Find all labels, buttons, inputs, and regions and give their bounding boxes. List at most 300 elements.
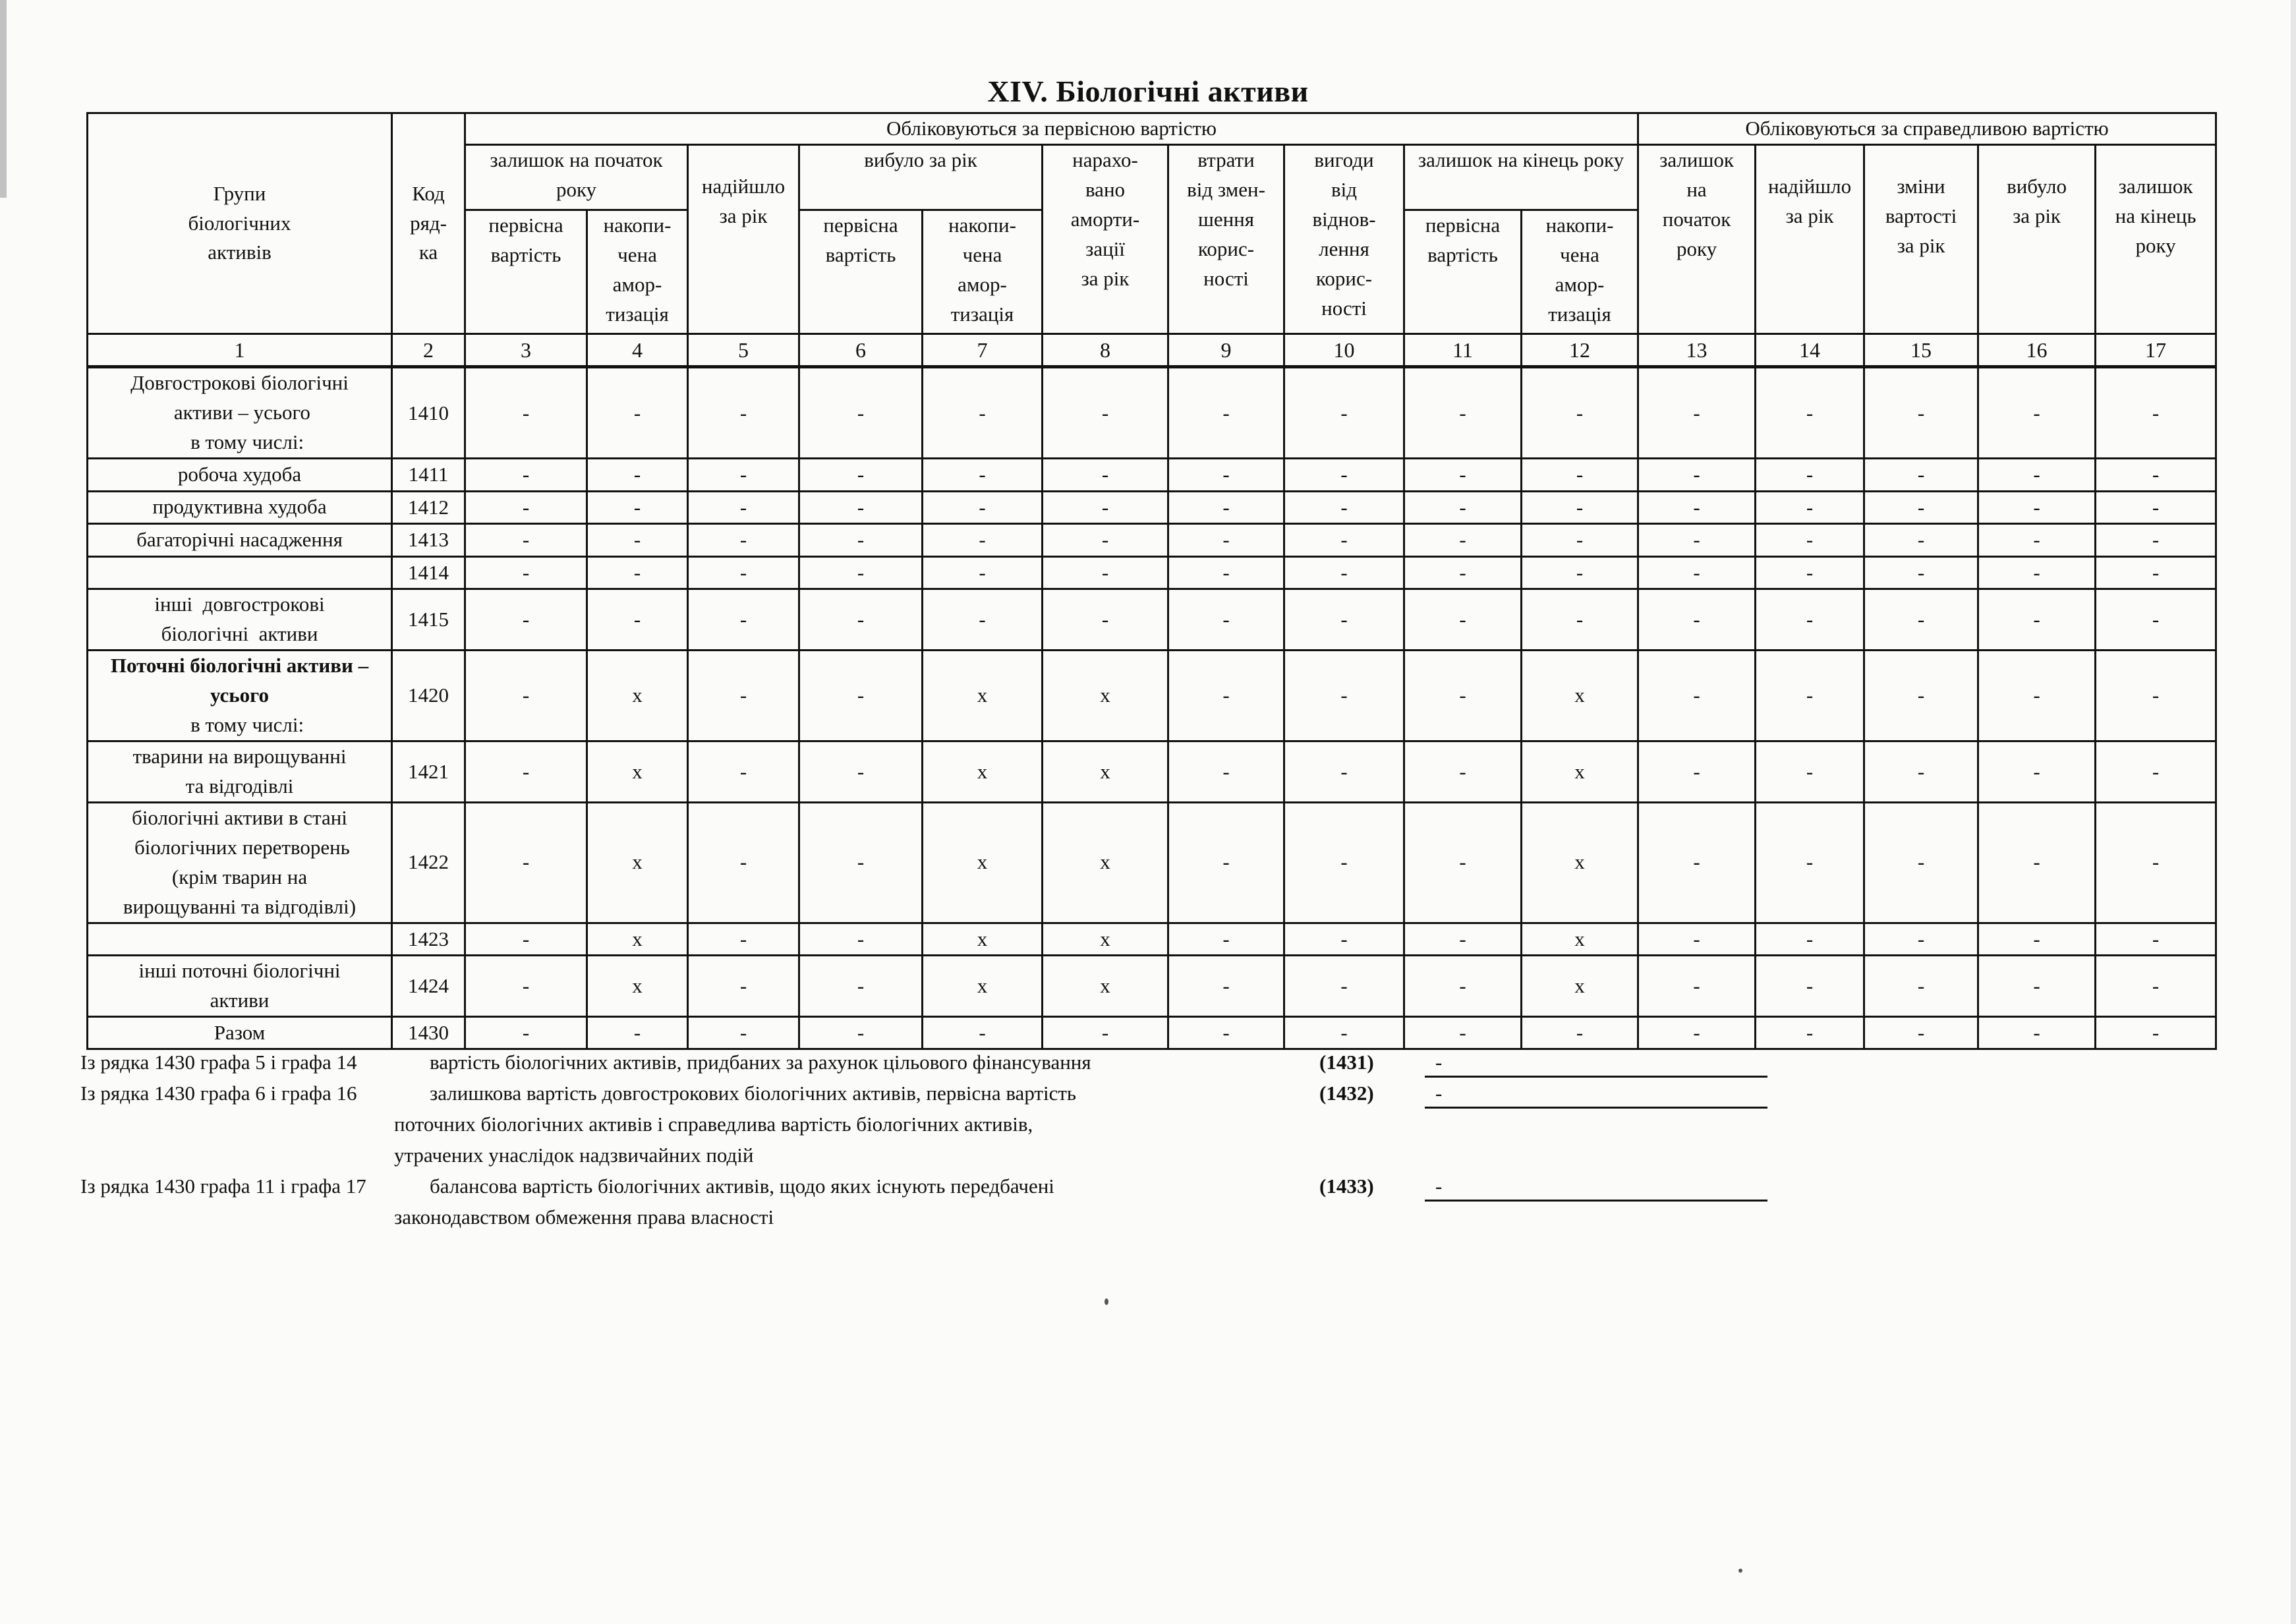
row-value-cell: - (1404, 956, 1522, 1017)
row-value-cell: - (1978, 524, 2096, 557)
header-groups (88, 113, 392, 334)
row-value-cell: - (1043, 459, 1168, 492)
row-value-cell: x (1043, 651, 1168, 741)
column-number: 1 (88, 334, 392, 367)
row-value-cell: x (587, 923, 688, 956)
row-value-cell: - (1978, 956, 2096, 1017)
header-end-accum-dep (1522, 210, 1638, 334)
row-value-cell: - (1864, 651, 1978, 741)
row-label (88, 741, 392, 802)
row-value-cell: - (1638, 589, 1756, 651)
header-recovery (1284, 145, 1404, 334)
row-value-cell: x (1043, 956, 1168, 1017)
row-value-cell: - (1168, 802, 1284, 923)
row-value-cell: - (1978, 651, 2096, 741)
row-value-cell: x (587, 651, 688, 741)
header-line: корис- (1197, 237, 1255, 260)
header-disposed-accum-dep (923, 210, 1043, 334)
row-value-cell: x (1043, 802, 1168, 923)
row-label-line: вирощуванні та відгодівлі) (123, 894, 357, 918)
column-number: 10 (1284, 334, 1404, 367)
row-value-cell: - (923, 1016, 1043, 1049)
row-value-cell: - (2096, 556, 2216, 589)
row-value-cell: - (587, 491, 688, 524)
row-value-cell: - (1284, 459, 1404, 492)
header-section-initial-cost: Обліковуються за первісною вартістю (465, 113, 1638, 145)
row-value-cell: - (688, 491, 799, 524)
row-value-cell: - (1522, 491, 1638, 524)
row-value-cell: - (1864, 956, 1978, 1017)
row-value-cell: - (688, 367, 799, 459)
row-value-cell: x (1522, 956, 1638, 1017)
header-disposed-initial-cost (799, 210, 923, 334)
header-line: ряд- (410, 211, 447, 235)
row-value-cell: - (1978, 367, 2096, 459)
column-number-row (88, 334, 2216, 367)
footnotes (80, 1047, 1767, 1232)
row-value-cell: - (1756, 802, 1864, 923)
row-value-cell: - (1864, 491, 1978, 524)
row-label-line: інші поточні біологічні (138, 959, 341, 983)
column-number: 4 (587, 334, 688, 367)
footnote-text (394, 1171, 1313, 1232)
row-value-cell: - (1756, 491, 1864, 524)
row-value-cell: - (587, 459, 688, 492)
row-value-cell: - (1978, 556, 2096, 589)
row-label (88, 524, 392, 557)
header-line: лення (1319, 237, 1369, 260)
row-value-cell: - (1284, 1016, 1404, 1049)
row-value-cell: - (1168, 556, 1284, 589)
row-value-cell: - (1284, 367, 1404, 459)
row-value-cell: - (1978, 589, 2096, 651)
header-line: року (1676, 237, 1717, 260)
header-line: чена (1560, 243, 1599, 266)
row-value-cell: - (1168, 956, 1284, 1017)
header-line: вибуло (2007, 175, 2067, 198)
row-value-cell: - (1522, 524, 1638, 557)
row-value-cell: - (923, 491, 1043, 524)
row-value-cell: - (799, 741, 923, 802)
header-end-balance: залишок на кінець року (1404, 145, 1638, 210)
header-line: первісна (488, 214, 563, 237)
row-value-cell: - (1864, 524, 1978, 557)
header-line: накопи- (1545, 214, 1614, 237)
row-value-cell: x (1043, 923, 1168, 956)
table-row (88, 556, 2216, 589)
header-line: чена (962, 243, 1002, 266)
row-value-cell: - (1168, 1016, 1284, 1049)
header-received: надійшло за рік (688, 145, 799, 334)
row-value-cell: - (587, 1016, 688, 1049)
header-line: амор- (612, 272, 662, 296)
table-row (88, 459, 2216, 492)
row-value-cell: - (1756, 367, 1864, 459)
table-row (88, 651, 2216, 741)
row-label-line: активи – усього (169, 401, 310, 424)
column-number: 9 (1168, 334, 1284, 367)
row-value-cell: - (587, 524, 688, 557)
footnote-text-line: поточних біологічних активів і справедлива вартість біологічних активів, (394, 1113, 1033, 1136)
row-value-cell: - (1978, 741, 2096, 802)
row-label (88, 491, 392, 524)
header-line: на кінець (2115, 204, 2196, 227)
row-label-line: продуктивна худоба (152, 495, 327, 519)
row-value-cell: - (2096, 524, 2216, 557)
row-value-cell: - (1638, 491, 1756, 524)
row-value-cell: x (587, 956, 688, 1017)
row-value-cell: - (1638, 802, 1756, 923)
header-line: залишок (2118, 175, 2193, 198)
row-value-cell: - (1864, 367, 1978, 459)
row-value-cell: - (1756, 741, 1864, 802)
footnote-underline (1425, 1107, 1767, 1109)
row-value-cell: x (1522, 923, 1638, 956)
row-code: 1421 (392, 741, 465, 802)
column-number: 2 (392, 334, 465, 367)
footnote-text-line: вартість біологічних активів, придбаних за рахунок цільового фінансування (430, 1051, 1091, 1074)
row-value-cell: - (1284, 802, 1404, 923)
row-value-cell: - (923, 589, 1043, 651)
row-value-cell: - (1756, 556, 1864, 589)
table-row (88, 1016, 2216, 1049)
header-begin-initial-cost (465, 210, 587, 334)
row-value-cell: - (1404, 589, 1522, 651)
row-value-cell: - (923, 524, 1043, 557)
row-label-line: Поточні біологічні активи – (110, 654, 369, 678)
header-line: за рік (1081, 266, 1130, 290)
header-line: тизація (950, 302, 1014, 326)
header-line: залишок (1659, 148, 1734, 171)
row-value-cell: x (1522, 802, 1638, 923)
row-code: 1424 (392, 956, 465, 1017)
row-value-cell: - (1284, 589, 1404, 651)
table-row (88, 741, 2216, 802)
footnote-value-box (1425, 1078, 1767, 1109)
row-value-cell: - (1284, 923, 1404, 956)
row-value-cell: - (1284, 556, 1404, 589)
row-value-cell: - (465, 491, 587, 524)
column-number: 13 (1638, 334, 1756, 367)
row-value-cell: - (1168, 367, 1284, 459)
header-line: шення (1197, 207, 1255, 231)
row-value-cell: - (1978, 802, 2096, 923)
row-value-cell: - (688, 1016, 799, 1049)
column-number: 5 (688, 334, 799, 367)
row-value-cell: x (923, 651, 1043, 741)
row-label-line: біологічні активи (161, 622, 318, 646)
table-row (88, 802, 2216, 923)
row-label-line: в тому числі: (175, 430, 304, 454)
row-label-line: активи (210, 988, 270, 1012)
row-value-cell: - (1404, 1016, 1522, 1049)
row-value-cell: - (1522, 367, 1638, 459)
table-row (88, 956, 2216, 1017)
row-value-cell: - (1638, 741, 1756, 802)
row-value-cell: - (1284, 491, 1404, 524)
column-number: 14 (1756, 334, 1864, 367)
row-label-line: багаторічні насадження (136, 527, 343, 551)
row-label-line: усього (210, 683, 269, 707)
row-value-cell: - (799, 923, 923, 956)
column-number: 17 (2096, 334, 2216, 367)
row-value-cell: - (799, 459, 923, 492)
row-label-line: Разом (214, 1020, 266, 1044)
row-value-cell: - (465, 524, 587, 557)
row-value-cell: - (923, 367, 1043, 459)
row-value-cell: - (1404, 367, 1522, 459)
header-line: чена (617, 243, 657, 266)
row-value-cell: - (1978, 459, 2096, 492)
header-disposed: вибуло за рік (799, 145, 1043, 210)
row-value-cell: - (2096, 956, 2216, 1017)
row-value-cell: - (799, 491, 923, 524)
header-line: року (2135, 233, 2176, 257)
row-value-cell: - (1864, 589, 1978, 651)
column-number: 11 (1404, 334, 1522, 367)
header-line: Код (412, 181, 445, 205)
row-value-cell: - (2096, 802, 2216, 923)
header-line: вартості (1885, 204, 1957, 227)
header-line: зації (1085, 237, 1125, 260)
row-value-cell: - (1638, 923, 1756, 956)
footnote-value-box (1425, 1171, 1767, 1202)
footnote-value: - (1435, 1082, 1443, 1105)
row-label-line: тварини на вирощуванні (132, 744, 347, 768)
row-value-cell: - (465, 556, 587, 589)
row-value-cell: - (2096, 651, 2216, 741)
row-value-cell: - (1168, 923, 1284, 956)
column-number: 7 (923, 334, 1043, 367)
row-value-cell: - (465, 367, 587, 459)
column-number: 3 (465, 334, 587, 367)
row-value-cell: - (1756, 1016, 1864, 1049)
row-value-cell: - (587, 556, 688, 589)
row-value-cell: - (799, 802, 923, 923)
row-value-cell: - (1043, 367, 1168, 459)
row-value-cell: - (1043, 1016, 1168, 1049)
footnote-underline (1425, 1200, 1767, 1202)
row-value-cell: - (1864, 741, 1978, 802)
header-line: ності (1203, 266, 1249, 290)
row-value-cell: - (799, 1016, 923, 1049)
row-value-cell: - (465, 589, 587, 651)
header-code (392, 113, 465, 334)
row-value-cell: - (1404, 556, 1522, 589)
page-title: XIV. Біологічні активи (987, 74, 1309, 108)
row-code: 1415 (392, 589, 465, 651)
row-label-line: робоча худоба (177, 462, 302, 486)
row-value-cell: - (1168, 459, 1284, 492)
table-row (88, 367, 2216, 459)
row-value-cell: - (465, 923, 587, 956)
row-code: 1412 (392, 491, 465, 524)
header-begin-balance: залишок на початок року (465, 145, 688, 210)
row-value-cell: - (1978, 1016, 2096, 1049)
footnote-code: (1431) (1319, 1051, 1374, 1074)
header-begin-accum-dep (587, 210, 688, 334)
row-value-cell: - (1043, 589, 1168, 651)
row-label (88, 651, 392, 741)
row-label (88, 802, 392, 923)
row-value-cell: - (688, 556, 799, 589)
row-label-line: (крім тварин на (171, 865, 308, 888)
row-label-line: та відгодівлі (185, 774, 294, 798)
header-line: вартість (1427, 243, 1498, 266)
row-value-cell: - (688, 741, 799, 802)
header-fair-changes (1864, 145, 1978, 334)
row-value-cell: - (1168, 589, 1284, 651)
row-value-cell: - (1756, 459, 1864, 492)
row-value-cell: x (923, 956, 1043, 1017)
row-value-cell: - (688, 802, 799, 923)
row-value-cell: x (923, 741, 1043, 802)
row-label-line: Довгострокові біологічні (130, 371, 349, 395)
row-value-cell: x (923, 802, 1043, 923)
row-code: 1413 (392, 524, 465, 557)
row-value-cell: - (2096, 923, 2216, 956)
footnote-text-line: залишкова вартість довгострокових біологічних активів, первісна вартість (430, 1082, 1077, 1105)
header-line: амор- (1555, 272, 1605, 296)
row-value-cell: - (1978, 923, 2096, 956)
row-value-cell: - (923, 556, 1043, 589)
header-line: вигоди (1314, 148, 1374, 171)
row-value-cell: - (1043, 556, 1168, 589)
header-line: нарахо- (1072, 148, 1138, 171)
scan-speck (1105, 1298, 1108, 1305)
row-label-line: біологічних перетворень (129, 835, 350, 859)
header-line: надійшло (1767, 175, 1852, 198)
row-value-cell: - (1404, 651, 1522, 741)
header-line: первісна (1425, 214, 1501, 237)
row-value-cell: - (1168, 491, 1284, 524)
footnote-text (430, 1047, 1313, 1078)
row-value-cell: - (1404, 802, 1522, 923)
row-value-cell: x (923, 923, 1043, 956)
header-line: від змен- (1187, 177, 1265, 201)
header-line: активів (208, 241, 272, 264)
row-label-line: біологічні активи в стані (132, 805, 347, 829)
row-code: 1423 (392, 923, 465, 956)
row-value-cell: - (688, 651, 799, 741)
row-value-cell: - (2096, 491, 2216, 524)
row-value-cell: - (2096, 1016, 2216, 1049)
row-value-cell: - (1638, 1016, 1756, 1049)
row-value-cell: - (2096, 459, 2216, 492)
row-value-cell: - (1522, 459, 1638, 492)
row-value-cell: - (1864, 802, 1978, 923)
row-value-cell: - (2096, 741, 2216, 802)
header-depreciation (1043, 145, 1168, 334)
row-value-cell: - (1756, 524, 1864, 557)
row-value-cell: - (688, 923, 799, 956)
row-value-cell: - (923, 459, 1043, 492)
header-line: амор- (958, 272, 1007, 296)
row-value-cell: - (1756, 651, 1864, 741)
row-label (88, 459, 392, 492)
row-value-cell: - (465, 651, 587, 741)
row-value-cell: - (1522, 589, 1638, 651)
header-line: за рік (1897, 233, 1945, 257)
header-line: ності (1321, 296, 1367, 320)
footnote-value: - (1435, 1051, 1443, 1074)
header-line: біологічних (188, 211, 291, 235)
header-line: за рік (1785, 204, 1834, 227)
footnote-code: (1432) (1319, 1082, 1374, 1105)
row-value-cell: - (1638, 651, 1756, 741)
table-row (88, 524, 2216, 557)
row-value-cell: x (1522, 741, 1638, 802)
row-value-cell: x (1043, 741, 1168, 802)
row-code: 1422 (392, 802, 465, 923)
header-fair-end (2096, 145, 2216, 334)
row-label (88, 956, 392, 1017)
row-value-cell: - (465, 741, 587, 802)
header-line: від (1331, 177, 1358, 201)
header-line: віднов- (1312, 207, 1376, 231)
row-value-cell: - (1638, 459, 1756, 492)
row-label (88, 923, 392, 956)
row-value-cell: - (799, 367, 923, 459)
row-value-cell: - (1284, 651, 1404, 741)
row-value-cell: - (688, 956, 799, 1017)
row-label (88, 589, 392, 651)
row-value-cell: - (1638, 367, 1756, 459)
row-value-cell: - (1404, 741, 1522, 802)
row-value-cell: - (799, 956, 923, 1017)
row-value-cell: - (2096, 367, 2216, 459)
row-value-cell: - (1756, 956, 1864, 1017)
row-value-cell: x (587, 741, 688, 802)
row-value-cell: - (465, 1016, 587, 1049)
table-row (88, 923, 2216, 956)
footnote-text-line: утрачених унаслідок надзвичайних подій (394, 1144, 754, 1167)
row-value-cell: - (799, 524, 923, 557)
row-value-cell: - (1404, 459, 1522, 492)
row-value-cell: - (1638, 956, 1756, 1017)
column-number: 15 (1864, 334, 1978, 367)
row-value-cell: - (1756, 923, 1864, 956)
row-value-cell: - (1978, 491, 2096, 524)
header-fair-received (1756, 145, 1864, 334)
column-number: 12 (1522, 334, 1638, 367)
row-value-cell: - (465, 459, 587, 492)
row-code: 1430 (392, 1016, 465, 1049)
header-fair-begin (1638, 145, 1756, 334)
row-value-cell: - (1168, 524, 1284, 557)
header-line: зміни (1897, 175, 1945, 198)
row-value-cell: - (1864, 1016, 1978, 1049)
row-value-cell: - (1043, 491, 1168, 524)
column-number: 8 (1043, 334, 1168, 367)
header-line: корис- (1315, 266, 1373, 290)
row-label (88, 556, 392, 589)
footnote-ref: Із рядка 1430 графа 11 і графа 17 (80, 1174, 366, 1198)
row-value-cell: - (1638, 524, 1756, 557)
header-line: вартість (825, 243, 896, 266)
table-body (88, 367, 2216, 1049)
row-code: 1420 (392, 651, 465, 741)
row-value-cell: - (1404, 923, 1522, 956)
header-end-initial-cost (1404, 210, 1522, 334)
header-line: вано (1085, 177, 1126, 201)
row-label (88, 367, 392, 459)
row-value-cell: - (1284, 956, 1404, 1017)
row-value-cell: - (1522, 556, 1638, 589)
header-line: накопи- (603, 214, 672, 237)
row-value-cell: - (1404, 524, 1522, 557)
scan-edge-right (2291, 0, 2296, 1624)
